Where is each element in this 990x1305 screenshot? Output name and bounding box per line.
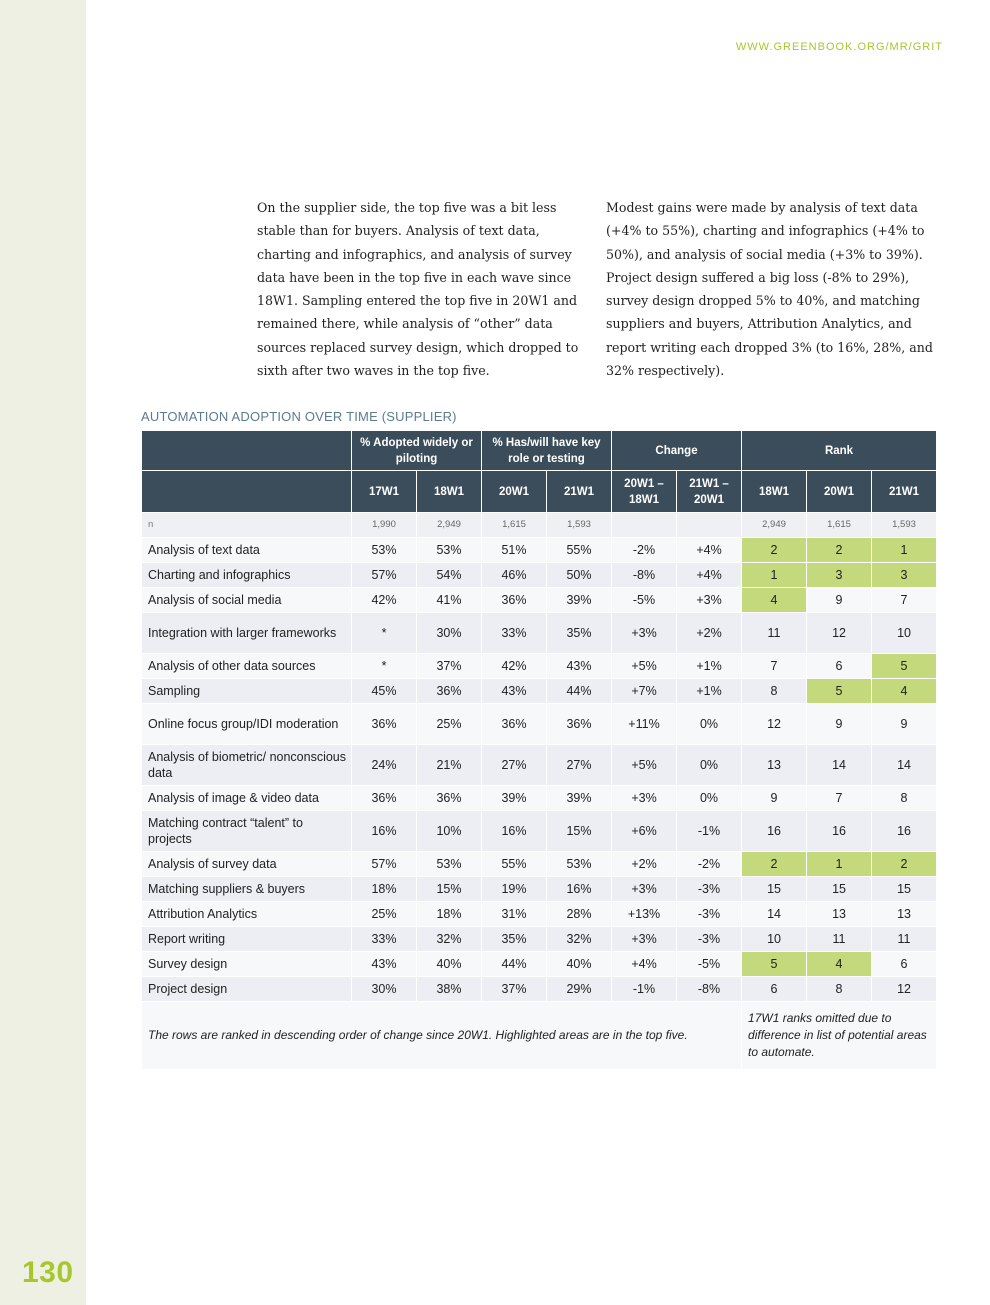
n-cell: 1,990 [352, 513, 417, 538]
row-label: Report writing [142, 927, 352, 952]
percent-cell: 36% [547, 704, 612, 745]
percent-cell: 44% [482, 952, 547, 977]
percent-cell: 57% [352, 852, 417, 877]
change-cell: +3% [612, 927, 677, 952]
rank-cell: 8 [742, 679, 807, 704]
table-row [142, 563, 937, 588]
rank-cell: 2 [742, 538, 807, 563]
percent-cell: 43% [352, 952, 417, 977]
percent-cell: 55% [547, 538, 612, 563]
table-row [142, 927, 937, 952]
percent-cell: 25% [417, 704, 482, 745]
rank-cell: 15 [742, 877, 807, 902]
percent-cell: 39% [482, 786, 547, 811]
rank-cell: 12 [872, 977, 937, 1002]
n-cell: 1,593 [547, 513, 612, 538]
change-cell: -5% [612, 588, 677, 613]
percent-cell: 53% [417, 538, 482, 563]
rank-cell: 7 [742, 654, 807, 679]
rank-cell: 4 [872, 679, 937, 704]
rank-cell: 11 [742, 613, 807, 654]
n-cell [612, 513, 677, 538]
table-row [142, 977, 937, 1002]
row-label: Integration with larger frameworks [142, 613, 352, 654]
percent-cell: 39% [547, 588, 612, 613]
change-cell: +7% [612, 679, 677, 704]
rank-cell: 12 [807, 613, 872, 654]
row-label: Analysis of other data sources [142, 654, 352, 679]
header-url[interactable]: WWW.GREENBOOK.ORG/MR/GRIT [735, 41, 943, 53]
row-label: Project design [142, 977, 352, 1002]
rank-cell: 16 [807, 811, 872, 852]
subheader-cell: 21W1 [872, 471, 937, 513]
table-row [142, 588, 937, 613]
percent-cell: 44% [547, 679, 612, 704]
n-cell: 1,593 [872, 513, 937, 538]
automation-adoption-table [141, 430, 937, 1070]
header-blank [142, 431, 352, 471]
percent-cell: 30% [417, 613, 482, 654]
change-cell: +5% [612, 745, 677, 786]
rank-cell: 2 [742, 852, 807, 877]
percent-cell: 16% [547, 877, 612, 902]
table-group-header-row [142, 431, 937, 471]
table-row [142, 745, 937, 786]
table-row [142, 811, 937, 852]
change-cell: +4% [612, 952, 677, 977]
percent-cell: 36% [352, 786, 417, 811]
percent-cell: 53% [417, 852, 482, 877]
percent-cell: 29% [547, 977, 612, 1002]
table-notes-row [142, 1002, 937, 1070]
rank-cell: 6 [872, 952, 937, 977]
subheader-cell: 17W1 [352, 471, 417, 513]
percent-cell: * [352, 613, 417, 654]
rank-cell: 9 [807, 704, 872, 745]
percent-cell: 27% [482, 745, 547, 786]
rank-cell: 10 [742, 927, 807, 952]
rank-cell: 8 [872, 786, 937, 811]
percent-cell: 21% [417, 745, 482, 786]
change-cell: -5% [677, 952, 742, 977]
percent-cell: 10% [417, 811, 482, 852]
n-label: n [142, 513, 352, 538]
rank-cell: 3 [872, 563, 937, 588]
subheader-blank [142, 471, 352, 513]
percent-cell: 36% [417, 786, 482, 811]
side-band [0, 0, 86, 1305]
percent-cell: 36% [482, 588, 547, 613]
row-label: Survey design [142, 952, 352, 977]
percent-cell: 28% [547, 902, 612, 927]
table-row [142, 613, 937, 654]
change-cell: 0% [677, 745, 742, 786]
change-cell: +3% [612, 786, 677, 811]
percent-cell: 43% [482, 679, 547, 704]
change-cell: -8% [612, 563, 677, 588]
percent-cell: 43% [547, 654, 612, 679]
percent-cell: 39% [547, 786, 612, 811]
rank-cell: 15 [807, 877, 872, 902]
row-label: Attribution Analytics [142, 902, 352, 927]
percent-cell: 30% [352, 977, 417, 1002]
rank-cell: 1 [807, 852, 872, 877]
change-cell: +3% [612, 613, 677, 654]
n-cell: 2,949 [417, 513, 482, 538]
rank-cell: 5 [742, 952, 807, 977]
rank-cell: 12 [742, 704, 807, 745]
rank-cell: 14 [807, 745, 872, 786]
change-cell: 0% [677, 786, 742, 811]
rank-cell: 16 [742, 811, 807, 852]
percent-cell: 31% [482, 902, 547, 927]
change-cell: -1% [677, 811, 742, 852]
percent-cell: 42% [352, 588, 417, 613]
percent-cell: 15% [417, 877, 482, 902]
rank-cell: 9 [872, 704, 937, 745]
table-row [142, 654, 937, 679]
rank-cell: 8 [807, 977, 872, 1002]
percent-cell: 35% [482, 927, 547, 952]
rank-cell: 14 [742, 902, 807, 927]
percent-cell: 40% [547, 952, 612, 977]
table-row [142, 786, 937, 811]
rank-cell: 13 [872, 902, 937, 927]
header-change: Change [612, 431, 742, 471]
percent-cell: 19% [482, 877, 547, 902]
table-note-right: 17W1 ranks omitted due to difference in list of potential areas to automate. [742, 1002, 937, 1070]
change-cell: +2% [612, 852, 677, 877]
rank-cell: 2 [872, 852, 937, 877]
change-cell: -3% [677, 902, 742, 927]
n-cell: 1,615 [807, 513, 872, 538]
rank-cell: 14 [872, 745, 937, 786]
percent-cell: 16% [352, 811, 417, 852]
rank-cell: 9 [807, 588, 872, 613]
body-text-left: On the supplier side, the top five was a bit less stable than for buyers. Analysis of text data, charting and infographics, and analysis of survey data have been in the top five in each wave since 18W1. Sampling entered the top five in 20W1 and remained there, while analysis of “other” data sources replaced survey design, which dropped to sixth after two waves in the top five. [257, 200, 579, 379]
row-label: Matching suppliers & buyers [142, 877, 352, 902]
percent-cell: 45% [352, 679, 417, 704]
table-title: AUTOMATION ADOPTION OVER TIME (SUPPLIER) [141, 409, 457, 424]
percent-cell: 27% [547, 745, 612, 786]
change-cell: -3% [677, 877, 742, 902]
page-number: 130 [22, 1256, 74, 1289]
change-cell: -8% [677, 977, 742, 1002]
rank-cell: 13 [742, 745, 807, 786]
percent-cell: 42% [482, 654, 547, 679]
rank-cell: 15 [872, 877, 937, 902]
percent-cell: 36% [352, 704, 417, 745]
percent-cell: 35% [547, 613, 612, 654]
percent-cell: 51% [482, 538, 547, 563]
table-row [142, 877, 937, 902]
table-row [142, 704, 937, 745]
change-cell: +6% [612, 811, 677, 852]
rank-cell: 5 [872, 654, 937, 679]
change-cell: -2% [612, 538, 677, 563]
rank-cell: 10 [872, 613, 937, 654]
percent-cell: 18% [352, 877, 417, 902]
change-cell: +4% [677, 563, 742, 588]
row-label: Analysis of biometric/ nonconscious data [142, 745, 352, 786]
subheader-cell: 20W1 – 18W1 [612, 471, 677, 513]
subheader-cell: 18W1 [742, 471, 807, 513]
percent-cell: 38% [417, 977, 482, 1002]
row-label: Analysis of text data [142, 538, 352, 563]
percent-cell: 32% [417, 927, 482, 952]
row-label: Matching contract “talent” to projects [142, 811, 352, 852]
row-label: Analysis of survey data [142, 852, 352, 877]
percent-cell: 55% [482, 852, 547, 877]
percent-cell: 50% [547, 563, 612, 588]
rank-cell: 6 [807, 654, 872, 679]
percent-cell: 15% [547, 811, 612, 852]
rank-cell: 9 [742, 786, 807, 811]
row-label: Online focus group/IDI moderation [142, 704, 352, 745]
percent-cell: 36% [417, 679, 482, 704]
change-cell: -2% [677, 852, 742, 877]
body-text-right: Modest gains were made by analysis of text data (+4% to 55%), charting and infographics (+4% to 50%), and analysis of social media (+3% to 39%). Project design suffered a big loss (-8% to 29%), survey design dropped 5% to 40%, and matching suppliers and buyers, Attribution Analytics, and report writing each dropped 3% (to 16%, 28%, and 32% respectively). [606, 200, 933, 379]
rank-cell: 7 [807, 786, 872, 811]
row-label: Analysis of social media [142, 588, 352, 613]
n-cell: 1,615 [482, 513, 547, 538]
subheader-cell: 18W1 [417, 471, 482, 513]
header-rank: Rank [742, 431, 937, 471]
change-cell: +4% [677, 538, 742, 563]
change-cell: +11% [612, 704, 677, 745]
rank-cell: 6 [742, 977, 807, 1002]
change-cell: -3% [677, 927, 742, 952]
percent-cell: 18% [417, 902, 482, 927]
rank-cell: 1 [872, 538, 937, 563]
sample-size-row [142, 513, 937, 538]
percent-cell: 54% [417, 563, 482, 588]
row-label: Sampling [142, 679, 352, 704]
percent-cell: 37% [482, 977, 547, 1002]
percent-cell: 46% [482, 563, 547, 588]
rank-cell: 2 [807, 538, 872, 563]
change-cell: +3% [677, 588, 742, 613]
percent-cell: 57% [352, 563, 417, 588]
rank-cell: 4 [807, 952, 872, 977]
percent-cell: 53% [547, 852, 612, 877]
change-cell: +5% [612, 654, 677, 679]
percent-cell: 41% [417, 588, 482, 613]
table-row [142, 538, 937, 563]
rank-cell: 7 [872, 588, 937, 613]
row-label: Charting and infographics [142, 563, 352, 588]
rank-cell: 5 [807, 679, 872, 704]
n-cell [677, 513, 742, 538]
rank-cell: 13 [807, 902, 872, 927]
change-cell: 0% [677, 704, 742, 745]
rank-cell: 1 [742, 563, 807, 588]
table-row [142, 679, 937, 704]
percent-cell: 40% [417, 952, 482, 977]
change-cell: +13% [612, 902, 677, 927]
percent-cell: 25% [352, 902, 417, 927]
percent-cell: * [352, 654, 417, 679]
percent-cell: 37% [417, 654, 482, 679]
rank-cell: 3 [807, 563, 872, 588]
change-cell: +1% [677, 679, 742, 704]
rank-cell: 11 [872, 927, 937, 952]
rank-cell: 16 [872, 811, 937, 852]
subheader-cell: 20W1 [482, 471, 547, 513]
subheader-cell: 20W1 [807, 471, 872, 513]
rank-cell: 11 [807, 927, 872, 952]
subheader-cell: 21W1 [547, 471, 612, 513]
table-subheader-row [142, 471, 937, 513]
table-row [142, 952, 937, 977]
rank-cell: 4 [742, 588, 807, 613]
table-note-left: The rows are ranked in descending order of change since 20W1. Highlighted areas are in the top five. [142, 1002, 742, 1070]
header-key-role: % Has/will have key role or testing [482, 431, 612, 471]
change-cell: +3% [612, 877, 677, 902]
percent-cell: 32% [547, 927, 612, 952]
subheader-cell: 21W1 – 20W1 [677, 471, 742, 513]
n-cell: 2,949 [742, 513, 807, 538]
change-cell: -1% [612, 977, 677, 1002]
percent-cell: 53% [352, 538, 417, 563]
percent-cell: 24% [352, 745, 417, 786]
percent-cell: 33% [482, 613, 547, 654]
header-adopted: % Adopted widely or piloting [352, 431, 482, 471]
percent-cell: 33% [352, 927, 417, 952]
percent-cell: 36% [482, 704, 547, 745]
row-label: Analysis of image & video data [142, 786, 352, 811]
percent-cell: 16% [482, 811, 547, 852]
table-row [142, 852, 937, 877]
change-cell: +2% [677, 613, 742, 654]
table-row [142, 902, 937, 927]
change-cell: +1% [677, 654, 742, 679]
